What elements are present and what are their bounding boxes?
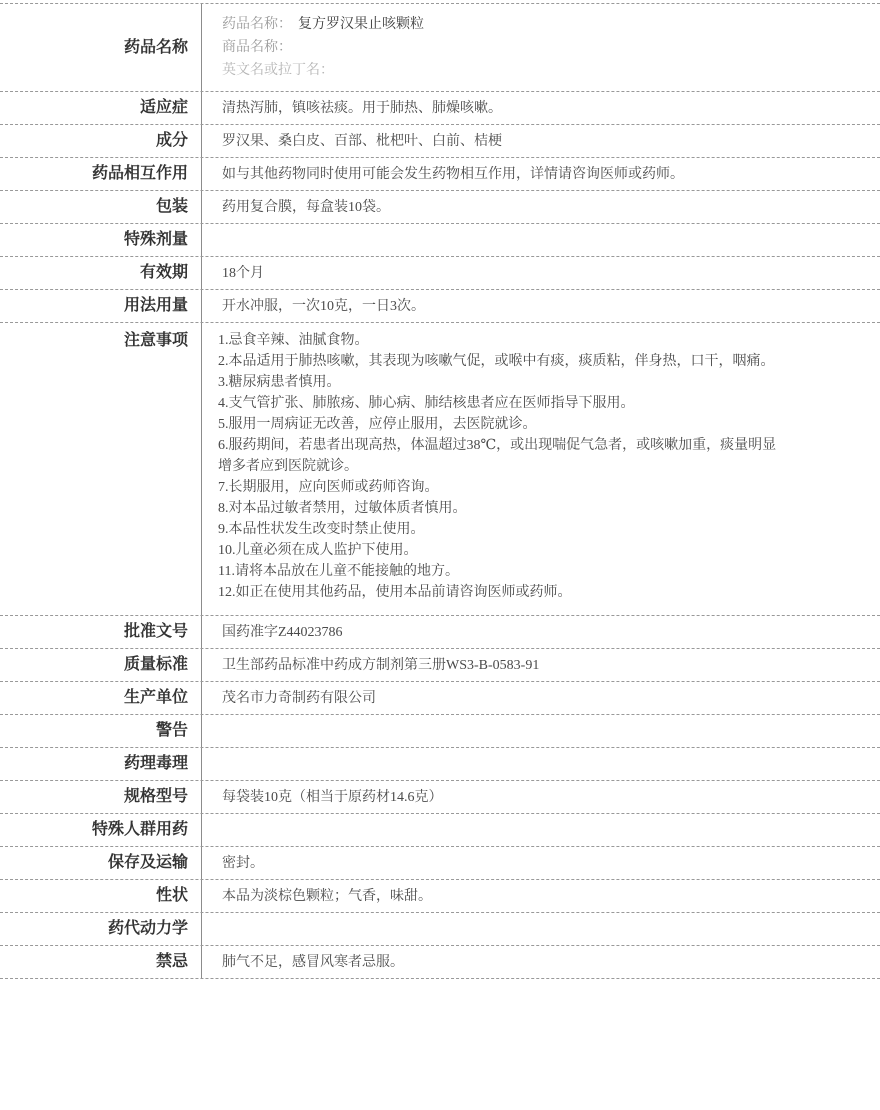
precaution-item: 2.本品适用于肺热咳嗽，其表现为咳嗽气促，或喉中有痰，痰质粘，伴身热，口干，咽痛。 — [218, 354, 775, 369]
name-field-value: 复方罗汉果止咳颗粒 — [298, 17, 424, 32]
row-label: 警告 — [0, 715, 202, 747]
name-field-line — [222, 13, 868, 36]
precaution-item: 11.请将本品放在儿童不能接触的地方。 — [218, 564, 459, 579]
table-row — [0, 781, 880, 814]
table-row — [0, 847, 880, 880]
table-row — [0, 191, 880, 224]
row-value: 如与其他药物同时使用可能会发生药物相互作用，详情请咨询医师或药师。 — [222, 166, 684, 182]
drug-info-table — [0, 3, 880, 979]
row-value: 每袋装10克（相当于原药材14.6克） — [222, 789, 443, 805]
row-label: 药理毒理 — [0, 748, 202, 780]
table-row — [0, 649, 880, 682]
row-label: 性状 — [0, 880, 202, 912]
row-value: 肺气不足，感冒风寒者忌服。 — [222, 954, 404, 970]
name-field-key: 商品名称： — [222, 40, 292, 55]
row-label: 规格型号 — [0, 781, 202, 813]
row-value — [202, 715, 880, 747]
row-label: 批准文号 — [0, 616, 202, 648]
row-value: 药用复合膜，每盒装10袋。 — [222, 199, 390, 215]
table-row — [0, 92, 880, 125]
row-value: 国药准字Z44023786 — [222, 624, 343, 640]
row-value — [202, 913, 880, 945]
row-value: 密封。 — [222, 855, 264, 871]
precaution-item: 5.服用一周病证无改善，应停止服用，去医院就诊。 — [218, 417, 537, 432]
precaution-item: 12.如正在使用其他药品，使用本品前请咨询医师或药师。 — [218, 585, 572, 600]
row-value: 卫生部药品标准中药成方制剂第三册WS3-B-0583-91 — [222, 657, 540, 673]
table-row — [0, 323, 880, 616]
precaution-item: 4.支气管扩张、肺脓疡、肺心病、肺结核患者应在医师指导下服用。 — [218, 396, 635, 411]
precaution-item: 9.本品性状发生改变时禁止使用。 — [218, 522, 425, 537]
row-label: 保存及运输 — [0, 847, 202, 879]
row-label: 药代动力学 — [0, 913, 202, 945]
table-row — [0, 4, 880, 92]
table-row — [0, 224, 880, 257]
name-field-line — [222, 59, 868, 82]
table-row — [0, 880, 880, 913]
row-label: 药品名称 — [0, 4, 202, 91]
row-label: 成分 — [0, 125, 202, 157]
row-label: 质量标准 — [0, 649, 202, 681]
row-label: 用法用量 — [0, 290, 202, 322]
row-value: 18个月 — [222, 265, 264, 281]
row-value: 本品为淡棕色颗粒；气香，味甜。 — [222, 888, 432, 904]
precaution-item: 3.糖尿病患者慎用。 — [218, 375, 341, 390]
table-row — [0, 125, 880, 158]
row-label: 注意事项 — [0, 323, 202, 615]
table-row — [0, 682, 880, 715]
row-label: 生产单位 — [0, 682, 202, 714]
row-label: 有效期 — [0, 257, 202, 289]
name-field-key: 药品名称： — [222, 17, 292, 32]
table-row — [0, 158, 880, 191]
name-field-line — [222, 36, 868, 59]
table-row — [0, 814, 880, 847]
row-label: 特殊剂量 — [0, 224, 202, 256]
precaution-item: 6.服药期间，若患者出现高热，体温超过38℃，或出现喘促气急者，或咳嗽加重，痰量明显增多者应到医院就诊。 — [218, 438, 777, 474]
table-row — [0, 946, 880, 979]
row-label: 适应症 — [0, 92, 202, 124]
row-value — [202, 224, 880, 256]
table-row — [0, 616, 880, 649]
table-row — [0, 257, 880, 290]
row-label: 药品相互作用 — [0, 158, 202, 190]
row-label: 禁忌 — [0, 946, 202, 978]
row-value — [202, 323, 880, 615]
precaution-item: 1.忌食辛辣、油腻食物。 — [218, 333, 369, 348]
table-row — [0, 913, 880, 946]
table-row — [0, 715, 880, 748]
row-value — [202, 748, 880, 780]
row-value: 开水冲服，一次10克，一日3次。 — [222, 298, 425, 314]
row-value — [202, 814, 880, 846]
row-value: 清热泻肺，镇咳祛痰。用于肺热、肺燥咳嗽。 — [222, 100, 502, 116]
row-label: 包装 — [0, 191, 202, 223]
name-field-key: 英文名或拉丁名： — [222, 63, 334, 78]
precaution-item: 10.儿童必须在成人监护下使用。 — [218, 543, 418, 558]
precaution-item: 7.长期服用，应向医师或药师咨询。 — [218, 480, 439, 495]
precaution-item: 8.对本品过敏者禁用，过敏体质者慎用。 — [218, 501, 467, 516]
table-row — [0, 290, 880, 323]
row-value: 罗汉果、桑白皮、百部、枇杷叶、白前、桔梗 — [222, 133, 502, 149]
row-value: 茂名市力奇制药有限公司 — [222, 690, 376, 706]
row-value — [202, 4, 880, 91]
row-label: 特殊人群用药 — [0, 814, 202, 846]
table-row — [0, 748, 880, 781]
